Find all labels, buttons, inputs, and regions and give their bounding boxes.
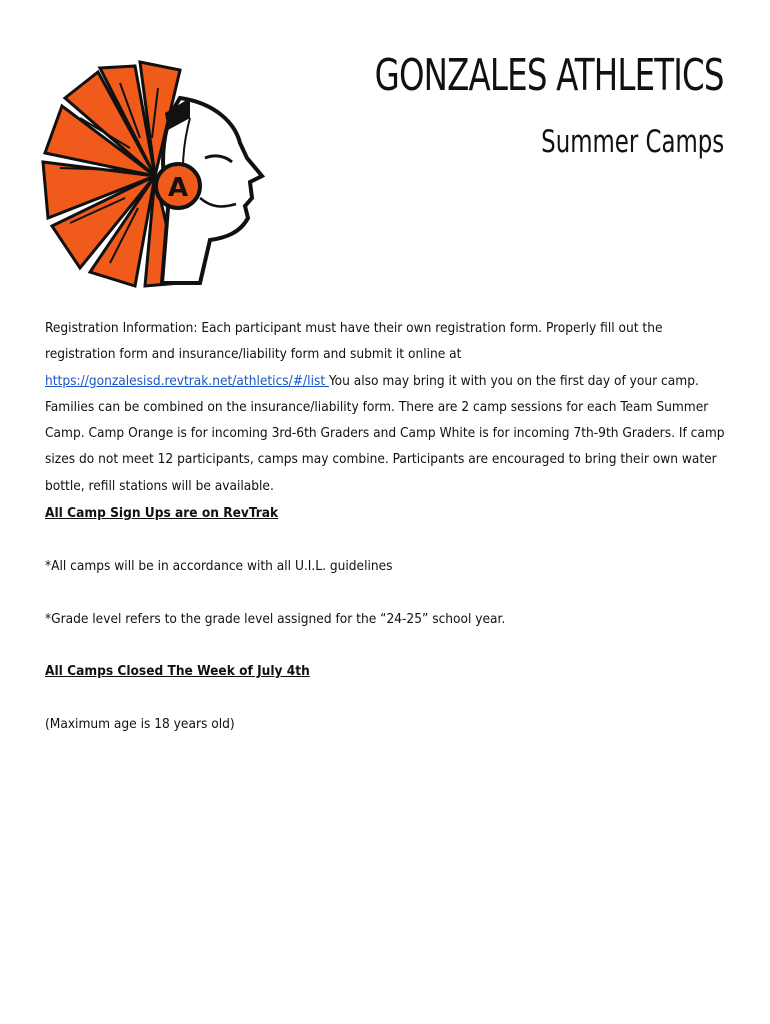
registration-intro: Registration Information: Each participant must have their own registration form. Properly fill out the registration form and insurance/liability form and submit it online at (45, 320, 663, 363)
registration-paragraph (45, 315, 725, 499)
max-age-note: (Maximum age is 18 years old) (45, 716, 235, 732)
closed-note: All Camps Closed The Week of July 4th (45, 663, 310, 679)
revtrak-link[interactable]: https://gonzalesisd.revtrak.net/athletics/#/list (45, 372, 330, 389)
page-subtitle: Summer Camps (540, 124, 724, 160)
registration-rest: You also may bring it with you on the first day of your camp. Families can be combined on the insurance/liability form. There are 2 camp sessions for each Team Summer Camp. Camp Orange is for incoming 3rd-6th Graders and Camp White is for incoming 7th-9th Graders. If camp sizes do not meet 12 participants, camps may combine. Participants are encouraged to bring their own water bottle, refill stations will be available. (45, 372, 725, 494)
uil-note: *All camps will be in accordance with all U.I.L. guidelines (45, 558, 393, 574)
grade-note: *Grade level refers to the grade level assigned for the “24-25” school year. (45, 611, 506, 627)
signups-note: All Camp Sign Ups are on RevTrak (45, 505, 279, 521)
indian-head-logo (40, 58, 270, 288)
logo-letter: A (167, 173, 189, 203)
page-title: GONZALES ATHLETICS (374, 50, 724, 101)
